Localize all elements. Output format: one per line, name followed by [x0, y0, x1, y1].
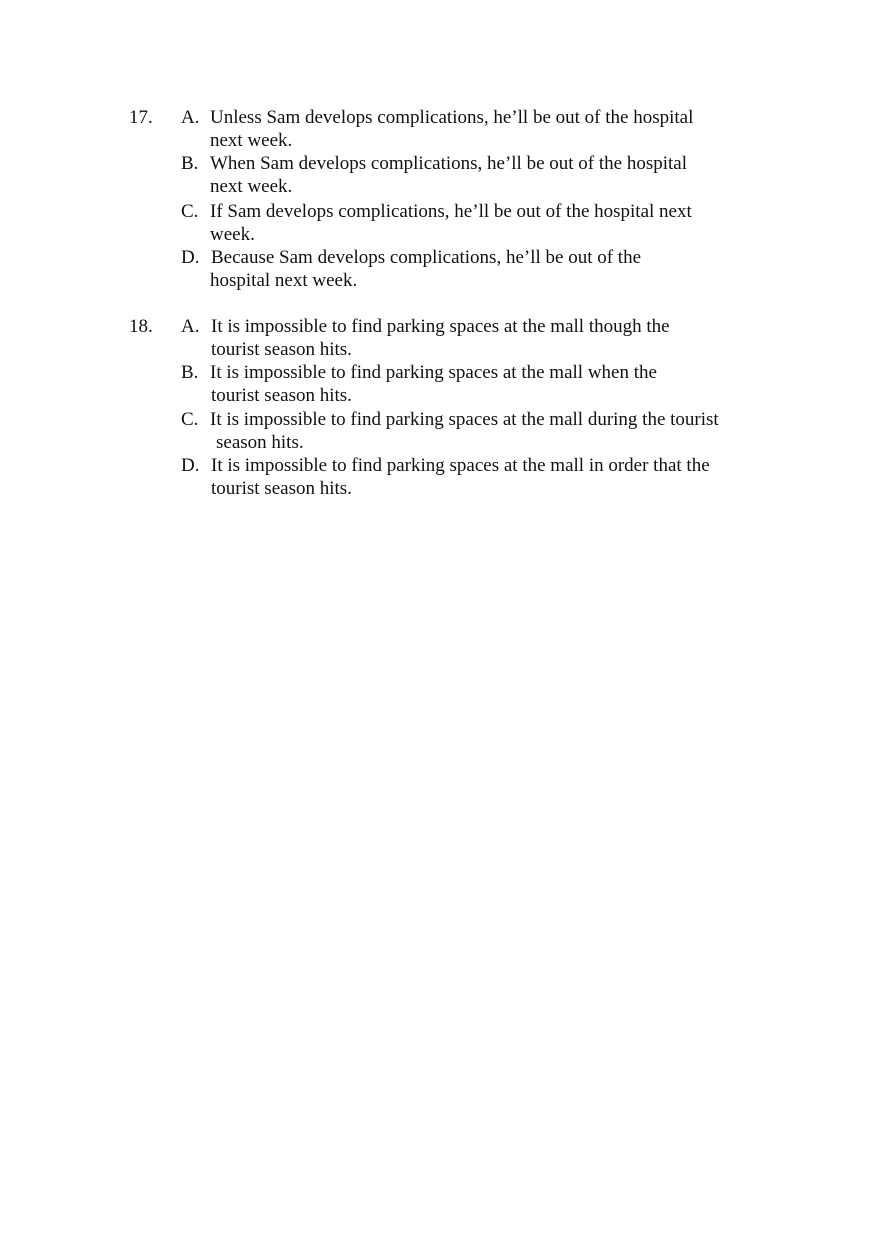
option-text-line2: tourist season hits.: [211, 339, 352, 360]
option-letter: B.: [181, 362, 199, 383]
option-letter: D.: [181, 455, 200, 476]
question-number: 18.: [129, 316, 153, 337]
option-text-line1: If Sam develops complications, he’ll be out of the hospital next: [210, 201, 692, 222]
option-text-line1: Unless Sam develops complications, he’ll be out of the hospital: [210, 107, 694, 128]
option-letter: D.: [181, 247, 200, 268]
option-letter: A.: [181, 316, 200, 337]
option-text-line2: tourist season hits.: [211, 385, 352, 406]
option-text-line1: It is impossible to find parking spaces at the mall when the: [210, 362, 657, 383]
option-text-line2: hospital next week.: [210, 270, 358, 291]
option-text-line2: next week.: [210, 176, 293, 197]
option-text-line2: season hits.: [216, 432, 304, 453]
option-letter: A.: [181, 107, 200, 128]
option-text-line1: Because Sam develops complications, he’ll be out of the: [211, 247, 642, 268]
option-text-line1: It is impossible to find parking spaces at the mall in order that the: [211, 455, 710, 476]
option-letter: C.: [181, 201, 199, 222]
option-text-line1: When Sam develops complications, he’ll be out of the hospital: [210, 153, 688, 174]
option-text-line1: It is impossible to find parking spaces at the mall though the: [211, 316, 670, 337]
option-letter: C.: [181, 409, 199, 430]
option-text-line1: It is impossible to find parking spaces at the mall during the tourist: [210, 409, 719, 430]
option-letter: B.: [181, 153, 199, 174]
question-number: 17.: [129, 107, 153, 128]
option-text-line2: week.: [210, 224, 255, 245]
option-text-line2: next week.: [210, 130, 293, 151]
option-text-line2: tourist season hits.: [211, 478, 352, 499]
